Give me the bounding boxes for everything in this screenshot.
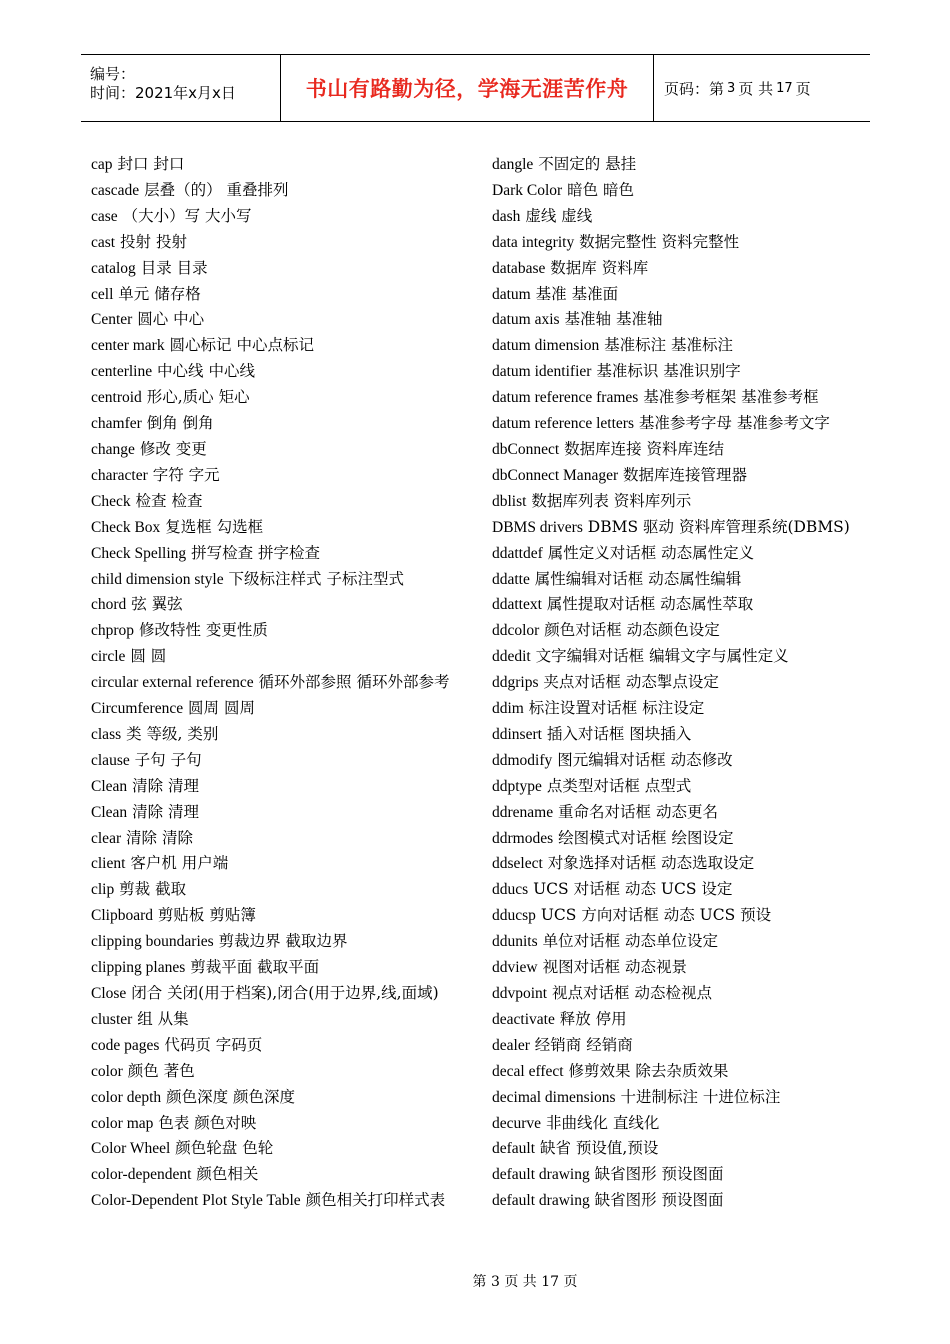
- glossary-term: datum: [492, 285, 531, 303]
- glossary-column-left: [91, 152, 459, 1214]
- glossary-entry: [91, 437, 459, 463]
- glossary-translation: 圆心 中心: [132, 310, 205, 329]
- glossary-term: deactivate: [492, 1010, 555, 1028]
- glossary-term: color map: [91, 1114, 154, 1132]
- glossary-translation: 颜色对话框 动态颜色设定: [539, 621, 720, 640]
- glossary-translation: 颜色相关: [191, 1165, 259, 1184]
- glossary-term: Check: [91, 492, 131, 510]
- glossary-entry: [492, 748, 860, 774]
- glossary-term: ddim: [492, 700, 524, 718]
- glossary-translation: 清除 清理: [127, 776, 200, 795]
- glossary-translation: 循环外部参照 循环外部参考: [253, 673, 450, 692]
- glossary-term: ddedit: [492, 648, 531, 666]
- glossary-translation: 缺省 预设值,预设: [535, 1139, 659, 1158]
- glossary-entry: [91, 1162, 459, 1188]
- glossary-entry: [492, 152, 860, 178]
- glossary-entry: [492, 1033, 860, 1059]
- glossary-term: chord: [91, 596, 127, 614]
- glossary-term: client: [91, 855, 126, 873]
- glossary-translation: 圆心标记 中心点标记: [164, 336, 314, 355]
- footer-current: 3: [490, 1274, 500, 1290]
- glossary-term: change: [91, 440, 135, 458]
- glossary-translation: 数据库连接 资料库连结: [559, 439, 725, 458]
- glossary-entry: [91, 385, 459, 411]
- glossary-term: center mark: [91, 337, 165, 355]
- glossary-translation: 弦 翼弦: [126, 595, 183, 614]
- glossary-translation: 剪贴板 剪贴簿: [153, 906, 256, 925]
- glossary-term: centroid: [91, 389, 142, 407]
- glossary-translation: 子句 子句: [129, 750, 202, 769]
- glossary-entry: [492, 411, 860, 437]
- glossary-term: datum dimension: [492, 337, 600, 355]
- glossary-entry: [91, 256, 459, 282]
- glossary-translation: 基准轴 基准轴: [559, 310, 663, 329]
- glossary-translation: 目录 目录: [135, 258, 208, 277]
- glossary-entry: [91, 1188, 459, 1214]
- footer-mid: 页 共: [504, 1274, 537, 1290]
- glossary-translation: UCS 对话框 动态 UCS 设定: [528, 880, 733, 899]
- glossary-term: decurve: [492, 1114, 542, 1132]
- header-slogan: 书山有路勤为径，学海无涯苦作舟: [281, 55, 654, 121]
- glossary-entry: [91, 567, 459, 593]
- glossary-translation: 色表 颜色对映: [153, 1113, 257, 1132]
- glossary-term: Check Box: [91, 518, 161, 536]
- glossary-translation: 基准参考字母 基准参考文字: [634, 414, 830, 433]
- glossary-term: ddptype: [492, 777, 542, 795]
- glossary-translation: 复选框 勾选框: [160, 517, 264, 536]
- glossary-entry: [492, 256, 860, 282]
- glossary-entry: [91, 282, 459, 308]
- glossary-translation: 图元编辑对话框 动态修改: [552, 750, 733, 769]
- glossary-term: clipping boundaries: [91, 933, 214, 951]
- glossary-term: cap: [91, 156, 113, 173]
- glossary-term: Clipboard: [91, 907, 153, 925]
- glossary-term: color-dependent: [91, 1166, 192, 1184]
- glossary-entry: [492, 929, 860, 955]
- glossary-term: datum axis: [492, 311, 560, 329]
- glossary-entry: [91, 152, 459, 178]
- glossary-translation: 客户机 用户端: [125, 854, 229, 873]
- glossary-entry: [492, 981, 860, 1007]
- glossary-translation: 缺省图形 预设图面: [589, 1165, 724, 1184]
- glossary-entry: [91, 851, 459, 877]
- glossary-term: ddrename: [492, 803, 554, 821]
- glossary-translation: 基准 基准面: [530, 284, 619, 303]
- glossary-translation: 圆 圆: [125, 647, 167, 666]
- page-total: 17: [776, 80, 793, 96]
- glossary-term: ddattext: [492, 596, 542, 614]
- glossary-entry: [492, 903, 860, 929]
- glossary-entry: [91, 463, 459, 489]
- glossary-entry: [492, 178, 860, 204]
- glossary-entry: [91, 515, 459, 541]
- glossary-translation: 数据库 资料库: [545, 258, 649, 277]
- glossary-translation: 颜色轮盘 色轮: [170, 1139, 274, 1158]
- glossary-entry: [91, 489, 459, 515]
- glossary-entry: [492, 1085, 860, 1111]
- glossary-translation: 不固定的 悬挂: [533, 155, 637, 173]
- glossary-entry: [492, 1111, 860, 1137]
- glossary-entry: [91, 204, 459, 230]
- glossary-term: dash: [492, 207, 521, 225]
- glossary-term: chprop: [91, 622, 135, 640]
- glossary-term: Clean: [91, 803, 128, 821]
- glossary-translation: 检查 检查: [130, 491, 203, 510]
- glossary-term: default drawing: [492, 1192, 590, 1210]
- glossary-entry: [492, 1136, 860, 1162]
- glossary-entry: [492, 851, 860, 877]
- glossary-term: dbConnect Manager: [492, 466, 619, 484]
- glossary-translation: 经销商 经销商: [529, 1035, 633, 1054]
- glossary-entry: [492, 826, 860, 852]
- glossary-translation: 组 从集: [132, 1009, 189, 1028]
- glossary-entry: [91, 981, 459, 1007]
- glossary-translation: 视点对话框 动态检视点: [547, 984, 712, 1002]
- glossary-translation: DBMS 驱动 资料库管理系统(DBMS): [582, 517, 850, 536]
- glossary-term: data integrity: [492, 233, 575, 251]
- glossary-translation: 单元 储存格: [113, 284, 201, 303]
- glossary-translation: 圆周 圆周: [183, 699, 255, 718]
- glossary-translation: 视图对话框 动态视景: [537, 958, 687, 977]
- glossary-entry: [492, 359, 860, 385]
- glossary-term: default drawing: [492, 1166, 590, 1184]
- glossary-translation: UCS 方向对话框 动态 UCS 预设: [535, 906, 772, 925]
- glossary-term: ddunits: [492, 933, 538, 951]
- glossary-translation: 层叠（的） 重叠排列: [139, 180, 289, 199]
- glossary-entry: [91, 877, 459, 903]
- glossary-entry: [492, 800, 860, 826]
- glossary-entry: [492, 204, 860, 230]
- glossary-entry: [91, 541, 459, 567]
- glossary-entry: [492, 333, 860, 359]
- document-header: [81, 54, 870, 122]
- glossary-translation: 属性提取对话框 动态属性萃取: [541, 595, 754, 614]
- glossary-entry: [492, 230, 860, 256]
- glossary-translation: 修改 变更: [134, 439, 207, 458]
- glossary-translation: 清除 清理: [127, 802, 200, 821]
- footer-prefix: 第: [472, 1274, 487, 1290]
- glossary-translation: 基准标识 基准识别字: [591, 362, 741, 381]
- glossary-translation: （大小）写 大小写: [117, 206, 252, 225]
- glossary-translation: 夹点对话框 动态掣点设定: [538, 673, 719, 692]
- glossary-entry: [91, 722, 459, 748]
- glossary-translation: 基准参考框架 基准参考框: [638, 388, 819, 407]
- glossary-translation: 倒角 倒角: [141, 414, 214, 433]
- glossary-term: catalog: [91, 259, 136, 277]
- glossary-term: clipping planes: [91, 959, 186, 977]
- glossary-entry: [91, 178, 459, 204]
- glossary-term: ddinsert: [492, 725, 542, 743]
- glossary-translation: 暗色 暗色: [562, 180, 635, 199]
- glossary-term: datum reference letters: [492, 415, 634, 433]
- document-number-label: 编号：: [90, 65, 136, 83]
- glossary-translation: 数据库连接管理器: [618, 465, 748, 484]
- glossary-translation: 颜色深度 颜色深度: [161, 1087, 296, 1106]
- glossary-entry: [492, 307, 860, 333]
- glossary-entry: [492, 437, 860, 463]
- glossary-translation: 剪裁平面 截取平面: [185, 958, 320, 977]
- glossary-term: datum identifier: [492, 363, 592, 381]
- glossary-term: circular external reference: [91, 674, 254, 692]
- glossary-entry: [492, 696, 860, 722]
- glossary-term: ddview: [492, 959, 538, 977]
- footer-suffix: 页: [563, 1274, 578, 1290]
- glossary-entry: [492, 592, 860, 618]
- glossary-entry: [492, 618, 860, 644]
- glossary-entry: [492, 1007, 860, 1033]
- footer-total: 17: [541, 1274, 560, 1290]
- glossary-translation: 十进制标注 十进位标注: [615, 1087, 781, 1106]
- glossary-translation: 形心,质心 矩心: [141, 388, 250, 407]
- glossary-term: dducsp: [492, 907, 536, 925]
- glossary-entry: [91, 592, 459, 618]
- glossary-entry: [91, 774, 459, 800]
- glossary-term: ddvpoint: [492, 985, 548, 1002]
- glossary-entry: [91, 307, 459, 333]
- glossary-term: circle: [91, 648, 126, 666]
- glossary-entry: [91, 1111, 459, 1137]
- glossary-term: default: [492, 1140, 536, 1158]
- glossary-translation: 修改特性 变更性质: [134, 621, 268, 640]
- glossary-entry: [91, 696, 459, 722]
- glossary-translation: 非曲线化 直线化: [541, 1113, 660, 1132]
- glossary-translation: 点类型对话框 点型式: [541, 776, 692, 795]
- page-prefix: 页码：第: [664, 79, 725, 98]
- glossary-entry: [492, 955, 860, 981]
- glossary-translation: 拼写检查 拼字检查: [186, 543, 321, 562]
- glossary-entry: [492, 644, 860, 670]
- page-mid: 页 共: [738, 79, 774, 98]
- glossary-translation: 颜色 著色: [122, 1061, 195, 1080]
- glossary-entry: [492, 774, 860, 800]
- glossary-translation: 修剪效果 除去杂质效果: [563, 1061, 729, 1080]
- page-suffix: 页: [795, 79, 811, 98]
- glossary-translation: 剪裁 截取: [114, 880, 187, 899]
- glossary-term: ddatte: [492, 570, 530, 588]
- glossary-term: dducs: [492, 881, 529, 899]
- glossary-entry: [91, 1085, 459, 1111]
- glossary-term: database: [492, 259, 546, 277]
- glossary-entry: [91, 230, 459, 256]
- glossary-entry: [492, 463, 860, 489]
- glossary-translation: 封口 封口: [112, 155, 185, 173]
- glossary-term: dblist: [492, 492, 527, 510]
- glossary-entry: [492, 722, 860, 748]
- glossary-term: dbConnect: [492, 440, 560, 458]
- page-current: 3: [727, 80, 736, 96]
- glossary-translation: 对象选择对话框 动态选取设定: [542, 854, 755, 873]
- glossary-term: datum reference frames: [492, 389, 639, 407]
- glossary-entry: [91, 411, 459, 437]
- glossary-term: cast: [91, 233, 116, 251]
- glossary-entry: [91, 955, 459, 981]
- glossary-term: Circumference: [91, 700, 184, 718]
- glossary-term: ddcolor: [492, 622, 540, 640]
- glossary-term: chamfer: [91, 415, 142, 433]
- glossary-translation: 剪裁边界 截取边界: [213, 932, 348, 951]
- glossary-entry: [91, 1033, 459, 1059]
- header-meta: [81, 55, 281, 121]
- glossary-translation: 投射 投射: [115, 232, 187, 251]
- glossary-translation: 字符 字元: [147, 465, 220, 484]
- glossary-entry: [492, 567, 860, 593]
- glossary-entry: [91, 359, 459, 385]
- glossary-term: clause: [91, 751, 130, 769]
- glossary-entry: [91, 929, 459, 955]
- glossary-translation: 基准标注 基准标注: [599, 336, 734, 355]
- glossary-term: cluster: [91, 1010, 133, 1028]
- glossary-translation: 属性定义对话框 动态属性定义: [542, 543, 755, 562]
- glossary-translation: 中心线 中心线: [152, 362, 255, 381]
- glossary-entry: [91, 748, 459, 774]
- glossary-column-right: [492, 152, 860, 1214]
- glossary-entry: [492, 877, 860, 903]
- glossary-term: color: [91, 1062, 123, 1080]
- glossary-entry: [91, 1007, 459, 1033]
- glossary-term: DBMS drivers: [492, 518, 583, 536]
- glossary-translation: 缺省图形 预设图面: [589, 1191, 724, 1210]
- glossary-term: character: [91, 466, 148, 484]
- glossary-term: child dimension style: [91, 570, 224, 588]
- glossary-translation: 类 等级, 类别: [121, 724, 219, 743]
- glossary-entry: [91, 670, 459, 696]
- glossary-entry: [492, 515, 860, 541]
- header-page-info: [654, 55, 870, 121]
- glossary-term: ddmodify: [492, 751, 553, 769]
- glossary-translation: 标注设置对话框 标注设定: [523, 699, 705, 718]
- glossary-term: ddselect: [492, 855, 543, 873]
- glossary-translation: 下级标注样式 子标注型式: [223, 569, 404, 588]
- glossary-term: Color Wheel: [91, 1140, 171, 1158]
- glossary-translation: 单位对话框 动态单位设定: [537, 932, 719, 951]
- glossary-translation: 虚线 虚线: [520, 206, 593, 225]
- glossary-term: case: [91, 207, 118, 225]
- glossary-term: class: [91, 725, 122, 743]
- glossary-translation: 清除 清除: [121, 828, 193, 847]
- glossary-entry: [91, 618, 459, 644]
- glossary-term: decal effect: [492, 1062, 564, 1080]
- glossary-entry: [492, 1059, 860, 1085]
- glossary-translation: 释放 停用: [554, 1009, 627, 1028]
- glossary-term: decimal dimensions: [492, 1088, 616, 1106]
- glossary-entry: [492, 541, 860, 567]
- glossary-term: Dark Color: [492, 181, 563, 199]
- glossary-translation: 插入对话框 图块插入: [541, 724, 692, 743]
- glossary-term: code pages: [91, 1036, 160, 1054]
- glossary-term: dealer: [492, 1036, 530, 1054]
- glossary-entry: [91, 826, 459, 852]
- glossary-term: Center: [91, 311, 133, 329]
- glossary-translation: 颜色相关打印样式表: [300, 1191, 446, 1210]
- glossary-entry: [492, 489, 860, 515]
- glossary-term: Close: [91, 985, 127, 1002]
- document-date: 时间：2021年x月x日: [90, 84, 236, 102]
- glossary-translation: 属性编辑对话框 动态属性编辑: [529, 569, 742, 588]
- glossary-translation: 文字编辑对话框 编辑文字与属性定义: [530, 647, 789, 666]
- glossary-term: ddrmodes: [492, 829, 554, 847]
- page-footer: [0, 1271, 950, 1291]
- glossary-term: clip: [91, 881, 115, 899]
- glossary-entry: [91, 1136, 459, 1162]
- glossary-translation: 重命名对话框 动态更名: [553, 802, 718, 821]
- glossary-term: dangle: [492, 156, 534, 173]
- glossary-term: cell: [91, 285, 114, 303]
- glossary-translation: 数据完整性 资料完整性: [574, 232, 740, 251]
- glossary-entry: [492, 385, 860, 411]
- glossary-term: clear: [91, 829, 122, 847]
- glossary-entry: [91, 1059, 459, 1085]
- glossary-term: ddgrips: [492, 674, 539, 692]
- glossary-entry: [492, 282, 860, 308]
- glossary-entry: [492, 1162, 860, 1188]
- glossary-entry: [91, 644, 459, 670]
- glossary-term: Color-Dependent Plot Style Table: [91, 1192, 301, 1210]
- glossary-term: color depth: [91, 1088, 162, 1106]
- glossary-translation: 绘图模式对话框 绘图设定: [553, 828, 734, 847]
- glossary-entry: [91, 333, 459, 359]
- glossary-entry: [91, 903, 459, 929]
- glossary-term: ddattdef: [492, 544, 543, 562]
- glossary-translation: 闭合 关闭(用于档案),闭合(用于边界,线,面域): [126, 984, 439, 1002]
- glossary-term: cascade: [91, 181, 140, 199]
- glossary-entry: [492, 670, 860, 696]
- glossary-translation: 代码页 字码页: [159, 1035, 263, 1054]
- glossary-term: Clean: [91, 777, 128, 795]
- glossary-entry: [492, 1188, 860, 1214]
- glossary-translation: 数据库列表 资料库列示: [526, 491, 692, 510]
- glossary-term: Check Spelling: [91, 544, 187, 562]
- glossary-entry: [91, 800, 459, 826]
- glossary-term: centerline: [91, 363, 153, 381]
